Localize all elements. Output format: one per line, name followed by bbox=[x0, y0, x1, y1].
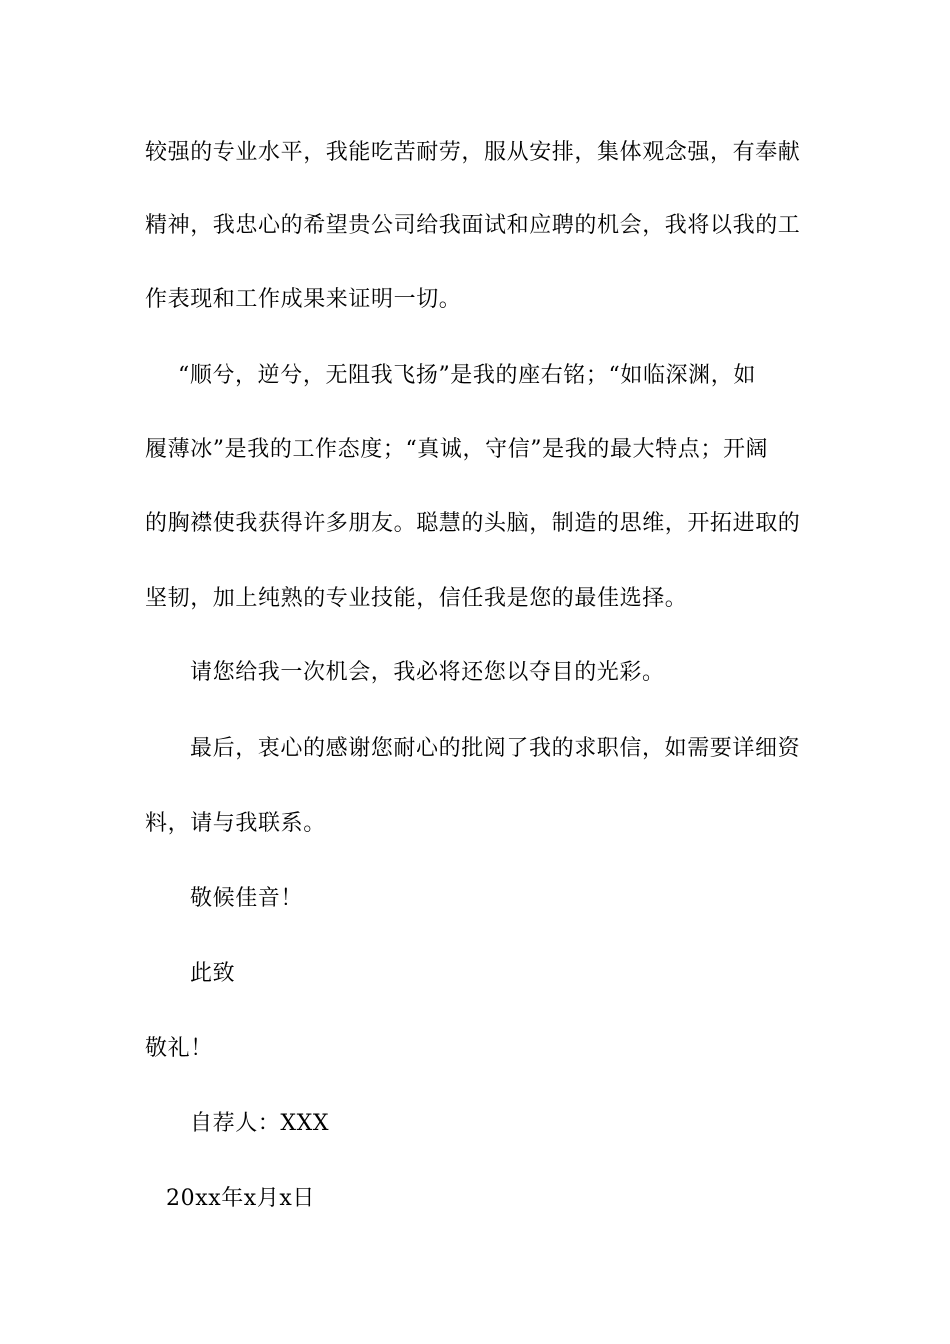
paragraph-line: 最后，衷心的感谢您耐心的批阅了我的求职信，如需要详细资 bbox=[190, 736, 801, 761]
paragraph-line: 料，请与我联系。 bbox=[145, 811, 326, 836]
paragraph-line: 精神，我忠心的希望贵公司给我面试和应聘的机会，我将以我的工 bbox=[145, 213, 801, 238]
salutation-line: 此致 bbox=[190, 961, 236, 986]
paragraph-line: 作表现和工作成果来证明一切。 bbox=[145, 287, 462, 312]
date-line: 20xx年x月x日 bbox=[166, 1186, 316, 1211]
paragraph-line: 请您给我一次机会，我必将还您以夺目的光彩。 bbox=[190, 660, 665, 685]
paragraph-line: 的胸襟使我获得许多朋友。聪慧的头脑，制造的思维，开拓进取的 bbox=[145, 511, 801, 536]
paragraph-line: 坚韧，加上纯熟的专业技能，信任我是您的最佳选择。 bbox=[145, 586, 688, 611]
paragraph-line: 较强的专业水平，我能吃苦耐劳，服从安排，集体观念强，有奉献 bbox=[145, 140, 801, 165]
paragraph-line: 履薄冰”是我的工作态度；“真诚，守信”是我的最大特点；开阔 bbox=[145, 437, 769, 462]
signature-line: 自荐人：XXX bbox=[190, 1111, 330, 1136]
paragraph-line: “顺兮，逆兮，无阻我飞扬”是我的座右铭；“如临深渊，如 bbox=[178, 363, 756, 388]
closing-line: 敬候佳音！ bbox=[190, 886, 304, 911]
salutation-line: 敬礼！ bbox=[145, 1036, 213, 1061]
